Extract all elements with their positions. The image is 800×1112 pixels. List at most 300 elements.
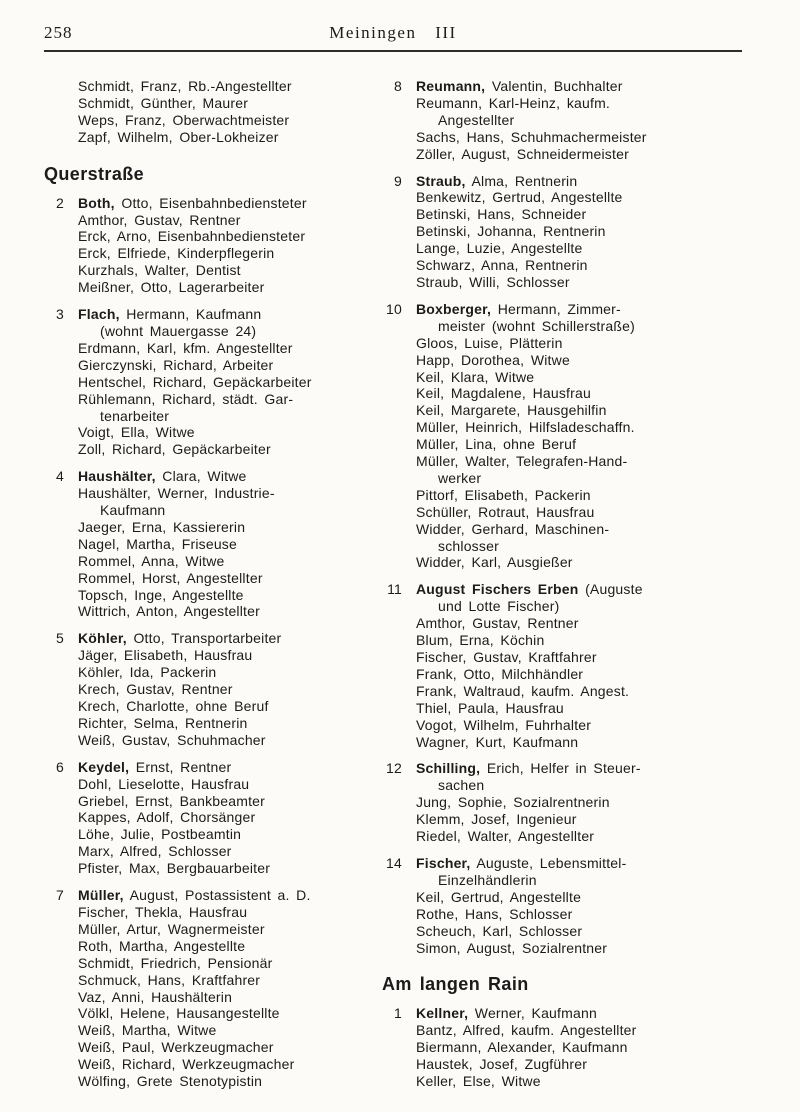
entry-line bbox=[78, 603, 354, 620]
entry-line bbox=[78, 306, 354, 323]
resident-entry bbox=[416, 1039, 754, 1056]
house-block bbox=[382, 1005, 754, 1090]
entry-line bbox=[416, 352, 754, 369]
entry-line bbox=[78, 468, 354, 485]
resident-entry bbox=[416, 173, 754, 190]
resident-entry bbox=[416, 274, 754, 291]
entry-text: Köhler, Ida, Packerin bbox=[78, 664, 217, 681]
page-title: Meiningen III bbox=[329, 23, 457, 42]
resident-entry bbox=[78, 904, 354, 921]
house-number: 4 bbox=[56, 468, 64, 485]
entry-text: Zapf, Wilhelm, Ober-Lokheizer bbox=[78, 128, 279, 145]
house-number: 11 bbox=[387, 581, 402, 598]
entry-text: Voigt, Ella, Witwe bbox=[78, 424, 195, 441]
entry-line bbox=[78, 732, 354, 749]
entry-line bbox=[78, 826, 354, 843]
entry-continuation-line: tenarbeiter bbox=[100, 407, 170, 424]
entry-text: Hentschel, Richard, Gepäckarbeiter bbox=[78, 373, 312, 390]
resident-entry bbox=[416, 206, 754, 223]
entry-text: Rothe, Hans, Schlosser bbox=[416, 905, 573, 922]
resident-entry bbox=[78, 1022, 354, 1039]
resident-entry bbox=[78, 340, 354, 357]
resident-entry bbox=[78, 228, 354, 245]
resident-entry bbox=[78, 212, 354, 229]
resident-entry bbox=[416, 700, 754, 717]
entry-line bbox=[416, 923, 754, 940]
owner-surname: Both, bbox=[78, 194, 115, 211]
entry-text: (Auguste bbox=[585, 581, 643, 598]
entry-text: Klemm, Josef, Ingenieur bbox=[416, 811, 577, 828]
entry-text: Vogot, Wilhelm, Fuhrhalter bbox=[416, 716, 592, 733]
entry-text: Betinski, Hans, Schneider bbox=[416, 206, 587, 223]
house-block bbox=[382, 855, 754, 956]
entry-text: Rommel, Horst, Angestellter bbox=[78, 569, 263, 586]
entry-text: Weiß, Martha, Witwe bbox=[78, 1022, 217, 1039]
entry-text: Erdmann, Karl, kfm. Angestellter bbox=[78, 339, 293, 356]
entry-text: August, Postassistent a. D. bbox=[129, 887, 311, 904]
entry-text: Völkl, Helene, Hausangestellte bbox=[78, 1005, 280, 1022]
entry-text: Vaz, Anni, Haushälterin bbox=[78, 988, 233, 1005]
entry-continuation-line: schlosser bbox=[438, 537, 499, 554]
resident-entry bbox=[78, 112, 354, 129]
entry-line bbox=[416, 487, 754, 504]
entry-text: Schmuck, Hans, Kraftfahrer bbox=[78, 971, 261, 988]
house-block bbox=[44, 306, 354, 458]
entry-line bbox=[78, 887, 354, 904]
resident-entry bbox=[416, 453, 754, 487]
resident-entry bbox=[416, 615, 754, 632]
entry-text: Reumann, Karl-Heinz, kaufm. bbox=[416, 94, 611, 111]
entry-continuation-line: Einzelhändlerin bbox=[438, 871, 537, 888]
entry-line bbox=[78, 279, 354, 296]
entry-line bbox=[78, 793, 354, 810]
entry-line bbox=[416, 1056, 754, 1073]
entry-text: Blum, Erna, Köchin bbox=[416, 632, 545, 649]
entry-text: Schmidt, Günther, Maurer bbox=[78, 94, 249, 111]
resident-entry bbox=[78, 826, 354, 843]
entry-text: Haustek, Josef, Zugführer bbox=[416, 1056, 588, 1073]
entry-text: Otto, Eisenbahnbediensteter bbox=[121, 194, 307, 211]
entry-text: Gierczynski, Richard, Arbeiter bbox=[78, 356, 274, 373]
entry-line bbox=[78, 904, 354, 921]
entry-line bbox=[78, 228, 354, 245]
house-block bbox=[382, 301, 754, 572]
entry-text: Roth, Martha, Angestellte bbox=[78, 937, 246, 954]
owner-surname: Reumann, bbox=[416, 78, 486, 94]
house-number: 8 bbox=[394, 78, 402, 94]
resident-entry bbox=[416, 301, 754, 335]
house-block bbox=[382, 760, 754, 845]
resident-entries bbox=[416, 78, 754, 163]
resident-entries bbox=[416, 1005, 754, 1090]
resident-entries bbox=[78, 630, 354, 748]
entry-text: Schüller, Rotraut, Hausfrau bbox=[416, 503, 595, 520]
entry-continuation-line: (wohnt Mauergasse 24) bbox=[100, 322, 257, 339]
entry-text: Zoll, Richard, Gepäckarbeiter bbox=[78, 441, 271, 458]
directory-columns bbox=[44, 78, 754, 1090]
entry-line bbox=[416, 402, 754, 419]
entry-line bbox=[416, 189, 754, 206]
entry-line bbox=[416, 666, 754, 683]
resident-entry bbox=[78, 468, 354, 485]
resident-entry bbox=[416, 436, 754, 453]
resident-entry bbox=[78, 732, 354, 749]
entry-text: Simon, August, Sozialrentner bbox=[416, 939, 608, 956]
owner-surname: Straub, bbox=[416, 172, 466, 189]
resident-entry bbox=[416, 129, 754, 146]
resident-entries bbox=[416, 581, 754, 750]
resident-entry bbox=[78, 129, 354, 146]
house-number: 3 bbox=[56, 306, 64, 323]
owner-surname: Flach, bbox=[78, 306, 120, 323]
resident-entries bbox=[78, 78, 354, 146]
house-number: 5 bbox=[56, 630, 64, 647]
resident-entry bbox=[416, 1005, 754, 1022]
resident-entry bbox=[416, 717, 754, 734]
house-block bbox=[44, 195, 354, 296]
page-header bbox=[44, 20, 742, 52]
resident-entry bbox=[416, 1073, 754, 1090]
resident-entry bbox=[78, 553, 354, 570]
entry-line bbox=[78, 391, 354, 408]
entry-text: Scheuch, Karl, Schlosser bbox=[416, 922, 583, 939]
house-number: 14 bbox=[386, 854, 402, 871]
resident-entry bbox=[78, 664, 354, 681]
entry-line bbox=[416, 811, 754, 828]
entry-text: Hermann, Zimmer- bbox=[497, 300, 621, 317]
entry-text: Marx, Alfred, Schlosser bbox=[78, 843, 232, 860]
owner-surname: Köhler, bbox=[78, 630, 127, 647]
resident-entry bbox=[416, 1022, 754, 1039]
entry-line bbox=[78, 1005, 354, 1022]
entry-text: Krech, Gustav, Rentner bbox=[78, 681, 233, 698]
entry-text: Rommel, Anna, Witwe bbox=[78, 552, 225, 569]
resident-entry bbox=[416, 581, 754, 615]
entry-text: Wagner, Kurt, Kaufmann bbox=[416, 733, 579, 750]
entry-text: Ernst, Rentner bbox=[135, 758, 232, 775]
entry-line bbox=[78, 776, 354, 793]
entry-text: Frank, Otto, Milchhändler bbox=[416, 665, 584, 682]
entry-line bbox=[416, 906, 754, 923]
entry-line bbox=[416, 146, 754, 163]
resident-entry bbox=[78, 1056, 354, 1073]
entry-text: Jaeger, Erna, Kassiererin bbox=[78, 518, 246, 535]
entry-line bbox=[78, 212, 354, 229]
entry-continuation-line: und Lotte Fischer) bbox=[438, 598, 560, 615]
entry-continuation-line: Kaufmann bbox=[100, 502, 166, 519]
entry-line bbox=[416, 554, 754, 571]
entry-text: Rühlemann, Richard, städt. Gar- bbox=[78, 390, 294, 407]
owner-surname: August Fischers Erben bbox=[416, 581, 579, 598]
entry-line bbox=[416, 794, 754, 811]
entry-text: Müller, Lina, ohne Beruf bbox=[416, 436, 577, 453]
entry-text: Müller, Artur, Wagnermeister bbox=[78, 920, 265, 937]
resident-entry bbox=[78, 306, 354, 340]
house-block bbox=[44, 887, 354, 1090]
entry-line bbox=[78, 972, 354, 989]
entry-text: Lange, Luzie, Angestellte bbox=[416, 240, 583, 257]
entry-line bbox=[416, 240, 754, 257]
resident-entries bbox=[416, 301, 754, 572]
entry-line bbox=[78, 681, 354, 698]
owner-surname: Schilling, bbox=[416, 760, 481, 777]
entry-line bbox=[78, 587, 354, 604]
entry-line bbox=[416, 274, 754, 291]
entry-text: Hermann, Kaufmann bbox=[126, 306, 262, 323]
resident-entry bbox=[78, 860, 354, 877]
entry-text: Schmidt, Franz, Rb.-Angestellter bbox=[78, 78, 292, 94]
resident-entry bbox=[416, 240, 754, 257]
entry-line bbox=[78, 664, 354, 681]
resident-entry bbox=[78, 1073, 354, 1090]
owner-surname: Kellner, bbox=[416, 1005, 469, 1022]
resident-entry bbox=[78, 95, 354, 112]
resident-entry bbox=[78, 647, 354, 664]
resident-entry bbox=[416, 402, 754, 419]
resident-entry bbox=[416, 189, 754, 206]
entry-text: Müller, Walter, Telegrafen-Hand- bbox=[416, 453, 628, 470]
entry-line bbox=[78, 989, 354, 1006]
resident-entry bbox=[78, 391, 354, 425]
entry-text: Fischer, Thekla, Hausfrau bbox=[78, 903, 248, 920]
resident-entry bbox=[416, 940, 754, 957]
resident-entry bbox=[416, 385, 754, 402]
resident-entry bbox=[78, 887, 354, 904]
entry-text: Keil, Gertrud, Angestellte bbox=[416, 888, 582, 905]
resident-entry bbox=[78, 759, 354, 776]
resident-entry bbox=[78, 485, 354, 519]
right-column bbox=[382, 78, 754, 1090]
resident-entry bbox=[416, 666, 754, 683]
resident-entry bbox=[78, 1005, 354, 1022]
entry-line bbox=[78, 129, 354, 146]
entry-line bbox=[78, 424, 354, 441]
entry-line bbox=[78, 1022, 354, 1039]
house-number: 6 bbox=[56, 758, 64, 775]
entry-text: Keller, Else, Witwe bbox=[416, 1073, 541, 1090]
entry-text: Griebel, Ernst, Bankbeamter bbox=[78, 792, 266, 809]
entry-text: Pittorf, Elisabeth, Packerin bbox=[416, 486, 591, 503]
entry-text: Richter, Selma, Rentnerin bbox=[78, 714, 248, 731]
resident-entry bbox=[78, 441, 354, 458]
entry-line bbox=[416, 453, 754, 470]
resident-entry bbox=[78, 1039, 354, 1056]
entry-text: Otto, Transportarbeiter bbox=[133, 630, 282, 647]
entry-text: Thiel, Paula, Hausfrau bbox=[416, 699, 564, 716]
entry-line bbox=[78, 938, 354, 955]
entry-line bbox=[416, 1022, 754, 1039]
resident-entry bbox=[416, 369, 754, 386]
resident-entry bbox=[78, 536, 354, 553]
entry-text: Alma, Rentnerin bbox=[471, 172, 578, 189]
entry-line bbox=[416, 173, 754, 190]
entry-text: Valentin, Buchhalter bbox=[491, 78, 623, 94]
entry-line bbox=[78, 759, 354, 776]
entry-text: Weiß, Gustav, Schuhmacher bbox=[78, 731, 266, 748]
resident-entry bbox=[78, 972, 354, 989]
resident-entry bbox=[78, 262, 354, 279]
resident-entry bbox=[416, 352, 754, 369]
resident-entry bbox=[78, 776, 354, 793]
resident-entries bbox=[416, 173, 754, 291]
resident-entry bbox=[416, 632, 754, 649]
entry-line bbox=[416, 632, 754, 649]
entry-line bbox=[416, 1005, 754, 1022]
entry-line bbox=[416, 889, 754, 906]
entry-line bbox=[78, 843, 354, 860]
resident-entry bbox=[78, 245, 354, 262]
resident-entry bbox=[416, 923, 754, 940]
entry-text: Weiß, Richard, Werkzeugmacher bbox=[78, 1056, 295, 1073]
entry-text: Widder, Gerhard, Maschinen- bbox=[416, 520, 610, 537]
resident-entry bbox=[78, 519, 354, 536]
entry-line bbox=[78, 374, 354, 391]
resident-entries bbox=[78, 468, 354, 620]
resident-entry bbox=[416, 683, 754, 700]
entry-continuation-line: sachen bbox=[438, 777, 485, 794]
entry-text: Meißner, Otto, Lagerarbeiter bbox=[78, 279, 265, 296]
resident-entry bbox=[78, 279, 354, 296]
resident-entry bbox=[78, 809, 354, 826]
page-number: 258 bbox=[44, 23, 73, 42]
entry-text: Sachs, Hans, Schuhmachermeister bbox=[416, 128, 647, 145]
house-number: 7 bbox=[56, 887, 64, 904]
entry-text: Weiß, Paul, Werkzeugmacher bbox=[78, 1039, 274, 1056]
entry-line bbox=[416, 95, 754, 112]
entry-line bbox=[78, 245, 354, 262]
owner-surname: Keydel, bbox=[78, 758, 130, 775]
entry-text: Zöller, August, Schneidermeister bbox=[416, 145, 629, 162]
entry-line bbox=[78, 485, 354, 502]
entry-line bbox=[416, 1073, 754, 1090]
entry-text: Pfister, Max, Bergbauarbeiter bbox=[78, 860, 271, 877]
entry-line bbox=[416, 257, 754, 274]
resident-entry bbox=[78, 843, 354, 860]
entry-line bbox=[416, 615, 754, 632]
entry-continuation-line: Angestellter bbox=[438, 111, 515, 128]
resident-entry bbox=[416, 760, 754, 794]
entry-text: Bantz, Alfred, kaufm. Angestellter bbox=[416, 1022, 637, 1039]
entry-line bbox=[78, 357, 354, 374]
entry-line bbox=[416, 760, 754, 777]
entry-line bbox=[416, 700, 754, 717]
entry-text: Keil, Margarete, Hausgehilfin bbox=[416, 402, 607, 419]
entry-line bbox=[78, 78, 354, 95]
entry-text: Weps, Franz, Oberwachtmeister bbox=[78, 111, 290, 128]
owner-surname: Haushälter, bbox=[78, 468, 156, 485]
entry-text: Benkewitz, Gertrud, Angestellte bbox=[416, 189, 623, 206]
entry-text: Amthor, Gustav, Rentner bbox=[416, 615, 579, 632]
entry-line bbox=[78, 519, 354, 536]
resident-entry bbox=[416, 794, 754, 811]
house-number: 12 bbox=[386, 760, 402, 777]
entry-line bbox=[416, 369, 754, 386]
entry-text: Widder, Karl, Ausgießer bbox=[416, 554, 573, 571]
house-block bbox=[44, 468, 354, 620]
resident-entries bbox=[416, 760, 754, 845]
resident-entry bbox=[78, 989, 354, 1006]
entry-line bbox=[416, 940, 754, 957]
entry-line bbox=[416, 301, 754, 318]
entry-text: Werner, Kaufmann bbox=[474, 1005, 597, 1022]
owner-surname: Boxberger, bbox=[416, 300, 492, 317]
resident-entry bbox=[78, 630, 354, 647]
house-block bbox=[382, 78, 754, 163]
entry-line bbox=[78, 809, 354, 826]
entry-text: Kurzhals, Walter, Dentist bbox=[78, 262, 241, 279]
house-number: 10 bbox=[386, 300, 402, 317]
entry-text: Wittrich, Anton, Angestellter bbox=[78, 603, 260, 620]
entry-text: Keil, Klara, Witwe bbox=[416, 368, 535, 385]
entry-text: Schwarz, Anna, Rentnerin bbox=[416, 257, 588, 274]
resident-entry bbox=[416, 554, 754, 571]
entry-text: Keil, Magdalene, Hausfrau bbox=[416, 385, 591, 402]
entry-text: Dohl, Lieselotte, Hausfrau bbox=[78, 775, 250, 792]
entry-text: Kappes, Adolf, Chorsänger bbox=[78, 809, 256, 826]
entry-line bbox=[78, 1039, 354, 1056]
resident-entries bbox=[78, 887, 354, 1090]
resident-entry bbox=[78, 681, 354, 698]
entry-line bbox=[78, 955, 354, 972]
entry-text: Haushälter, Werner, Industrie- bbox=[78, 485, 275, 502]
resident-entry bbox=[78, 955, 354, 972]
resident-entry bbox=[416, 223, 754, 240]
resident-entries bbox=[78, 195, 354, 296]
resident-entry bbox=[416, 146, 754, 163]
resident-entry bbox=[78, 603, 354, 620]
resident-entry bbox=[416, 889, 754, 906]
entry-text: Auguste, Lebensmittel- bbox=[476, 854, 627, 871]
entry-text: Straub, Willi, Schlosser bbox=[416, 273, 570, 290]
resident-entry bbox=[416, 855, 754, 889]
entry-line bbox=[78, 860, 354, 877]
entry-line bbox=[78, 921, 354, 938]
entry-continuation-line: werker bbox=[438, 469, 482, 486]
entry-line bbox=[78, 536, 354, 553]
entry-line bbox=[416, 1039, 754, 1056]
entry-line bbox=[78, 647, 354, 664]
entry-text: Erich, Helfer in Steuer- bbox=[486, 760, 641, 777]
entry-text: Jäger, Elisabeth, Hausfrau bbox=[78, 647, 253, 664]
entry-line bbox=[416, 717, 754, 734]
resident-entry bbox=[78, 195, 354, 212]
resident-entry bbox=[416, 419, 754, 436]
entry-text: Topsch, Inge, Angestellte bbox=[78, 586, 244, 603]
entry-line bbox=[78, 1073, 354, 1090]
entry-line bbox=[416, 521, 754, 538]
house-block bbox=[44, 630, 354, 748]
resident-entry bbox=[416, 828, 754, 845]
entry-line bbox=[416, 581, 754, 598]
resident-entry bbox=[416, 487, 754, 504]
entry-line bbox=[416, 129, 754, 146]
entry-line bbox=[416, 683, 754, 700]
entry-line bbox=[416, 223, 754, 240]
entry-text: Biermann, Alexander, Kaufmann bbox=[416, 1039, 628, 1056]
entry-line bbox=[78, 441, 354, 458]
entry-line bbox=[78, 1056, 354, 1073]
house-block bbox=[382, 581, 754, 750]
entry-line bbox=[78, 630, 354, 647]
entry-text: Gloos, Luise, Plätterin bbox=[416, 334, 563, 351]
entry-line bbox=[78, 195, 354, 212]
entry-text: Erck, Arno, Eisenbahnbediensteter bbox=[78, 228, 306, 245]
street-heading: Querstraße bbox=[44, 163, 145, 184]
owner-surname: Müller, bbox=[78, 887, 124, 904]
resident-entries bbox=[78, 306, 354, 458]
resident-entries bbox=[78, 759, 354, 877]
entry-text: Frank, Waltraud, kaufm. Angest. bbox=[416, 682, 630, 699]
